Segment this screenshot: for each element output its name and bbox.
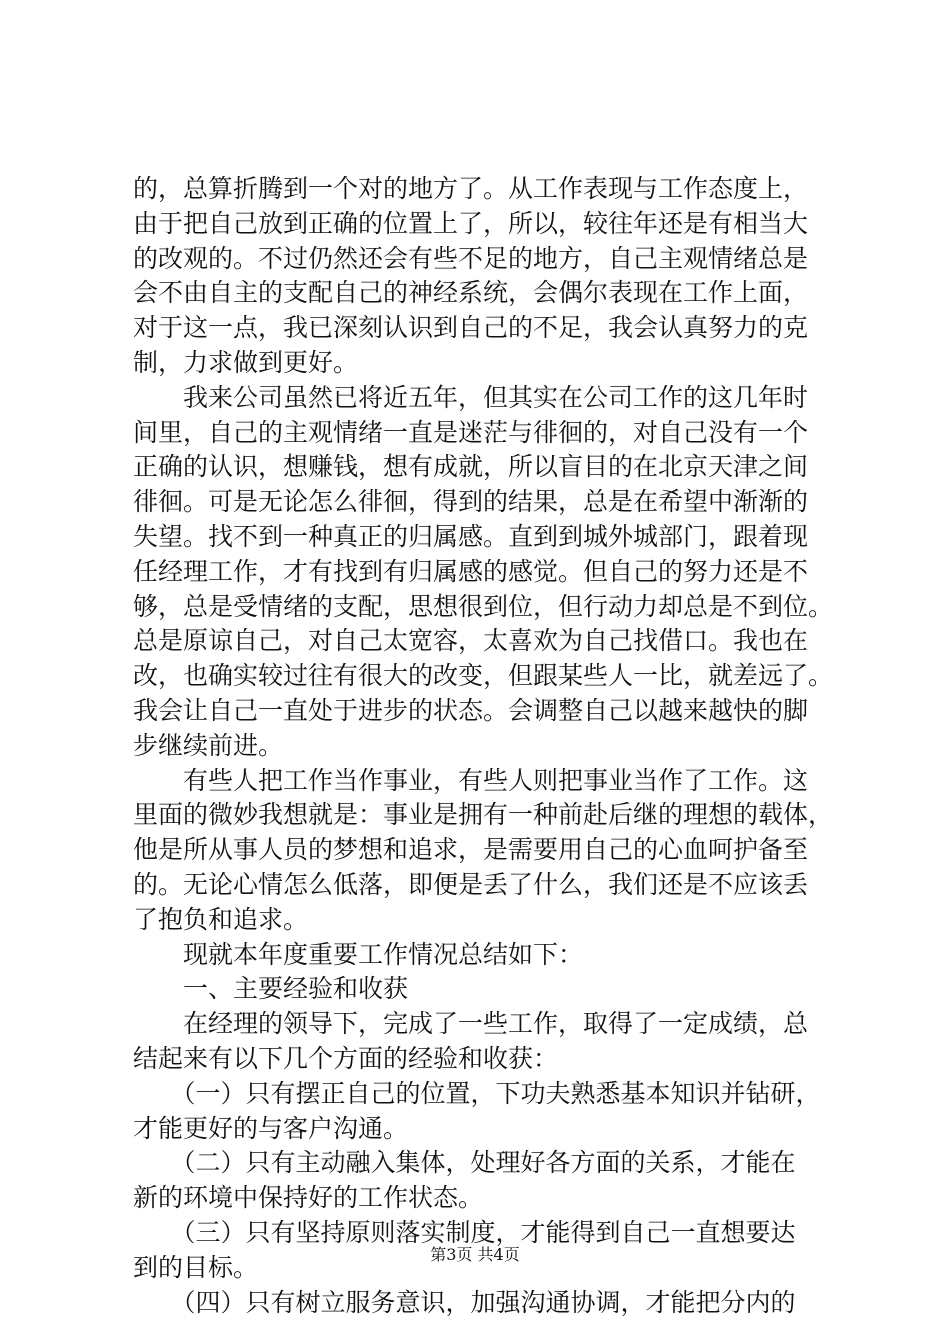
text-line: 由于把自己放到正确的位置上了，所以，较往年还是有相当大	[133, 208, 809, 238]
text-line: 的。无论心情怎么低落，即便是丢了什么，我们还是不应该丢	[133, 869, 809, 899]
text-line: 我来公司虽然已将近五年，但其实在公司工作的这几年时	[133, 382, 809, 412]
text-line: 改，也确实较过往有很大的改变，但跟某些人一比，就差远了。	[133, 661, 834, 691]
text-line: 到的目标。	[133, 1252, 259, 1282]
text-line: 结起来有以下几个方面的经验和收获：	[133, 1043, 559, 1073]
text-line: 新的环境中保持好的工作状态。	[133, 1183, 484, 1213]
text-line: 才能更好的与客户沟通。	[133, 1113, 409, 1143]
text-line: 对于这一点，我已深刻认识到自己的不足，我会认真努力的克	[133, 313, 809, 343]
list-item: （二）只有主动融入集体，处理好各方面的关系，才能在	[133, 1148, 796, 1178]
text-line: 够，总是受情绪的支配，思想很到位，但行动力却总是不到位。	[133, 591, 834, 621]
text-line: 失望。找不到一种真正的归属感。直到到城外城部门，跟着现	[133, 521, 809, 551]
text-line: 的改观的。不过仍然还会有些不足的地方，自己主观情绪总是	[133, 243, 809, 273]
text-line: 正确的认识，想赚钱，想有成就，所以盲目的在北京天津之间	[133, 452, 809, 482]
list-item: （一）只有摆正自己的位置，下功夫熟悉基本知识并钻研，	[133, 1078, 821, 1108]
text-line: 在经理的领导下，完成了一些工作，取得了一定成绩，总	[133, 1009, 809, 1039]
text-line: 了抱负和追求。	[133, 904, 309, 934]
text-line: 制，力求做到更好。	[133, 347, 359, 377]
document-body	[133, 172, 835, 1320]
text-line: 间里，自己的主观情绪一直是迷茫与徘徊的，对自己没有一个	[133, 417, 809, 447]
list-item: （四）只有树立服务意识，加强沟通协调，才能把分内的	[133, 1287, 796, 1317]
text-line: 有些人把工作当作事业，有些人则把事业当作了工作。这	[133, 765, 809, 795]
text-line: 的，总算折腾到一个对的地方了。从工作表现与工作态度上，	[133, 174, 809, 203]
text-line: 会不由自主的支配自己的神经系统，会偶尔表现在工作上面，	[133, 278, 809, 308]
text-line: 步继续前进。	[133, 730, 284, 760]
text-line: 任经理工作，才有找到有归属感的感觉。但自己的努力还是不	[133, 556, 809, 586]
page-footer: 第3页 共4页	[430, 1245, 520, 1264]
text-line: 徘徊。可是无论怎么徘徊，得到的结果，总是在希望中渐渐的	[133, 487, 809, 517]
text-line: 总是原谅自己，对自己太宽容，太喜欢为自己找借口。我也在	[133, 626, 809, 656]
text-line: 我会让自己一直处于进步的状态。会调整自己以越来越快的脚	[133, 695, 809, 725]
text-line: 他是所从事人员的梦想和追求，是需要用自己的心血呵护备至	[133, 835, 809, 865]
text-line: 现就本年度重要工作情况总结如下：	[133, 939, 584, 969]
section-heading: 一、主要经验和收获	[133, 974, 409, 1004]
text-line: 里面的微妙我想就是：事业是拥有一种前赴后继的理想的载体，	[133, 800, 834, 830]
list-item: （三）只有坚持原则落实制度，才能得到自己一直想要达	[133, 1217, 796, 1247]
